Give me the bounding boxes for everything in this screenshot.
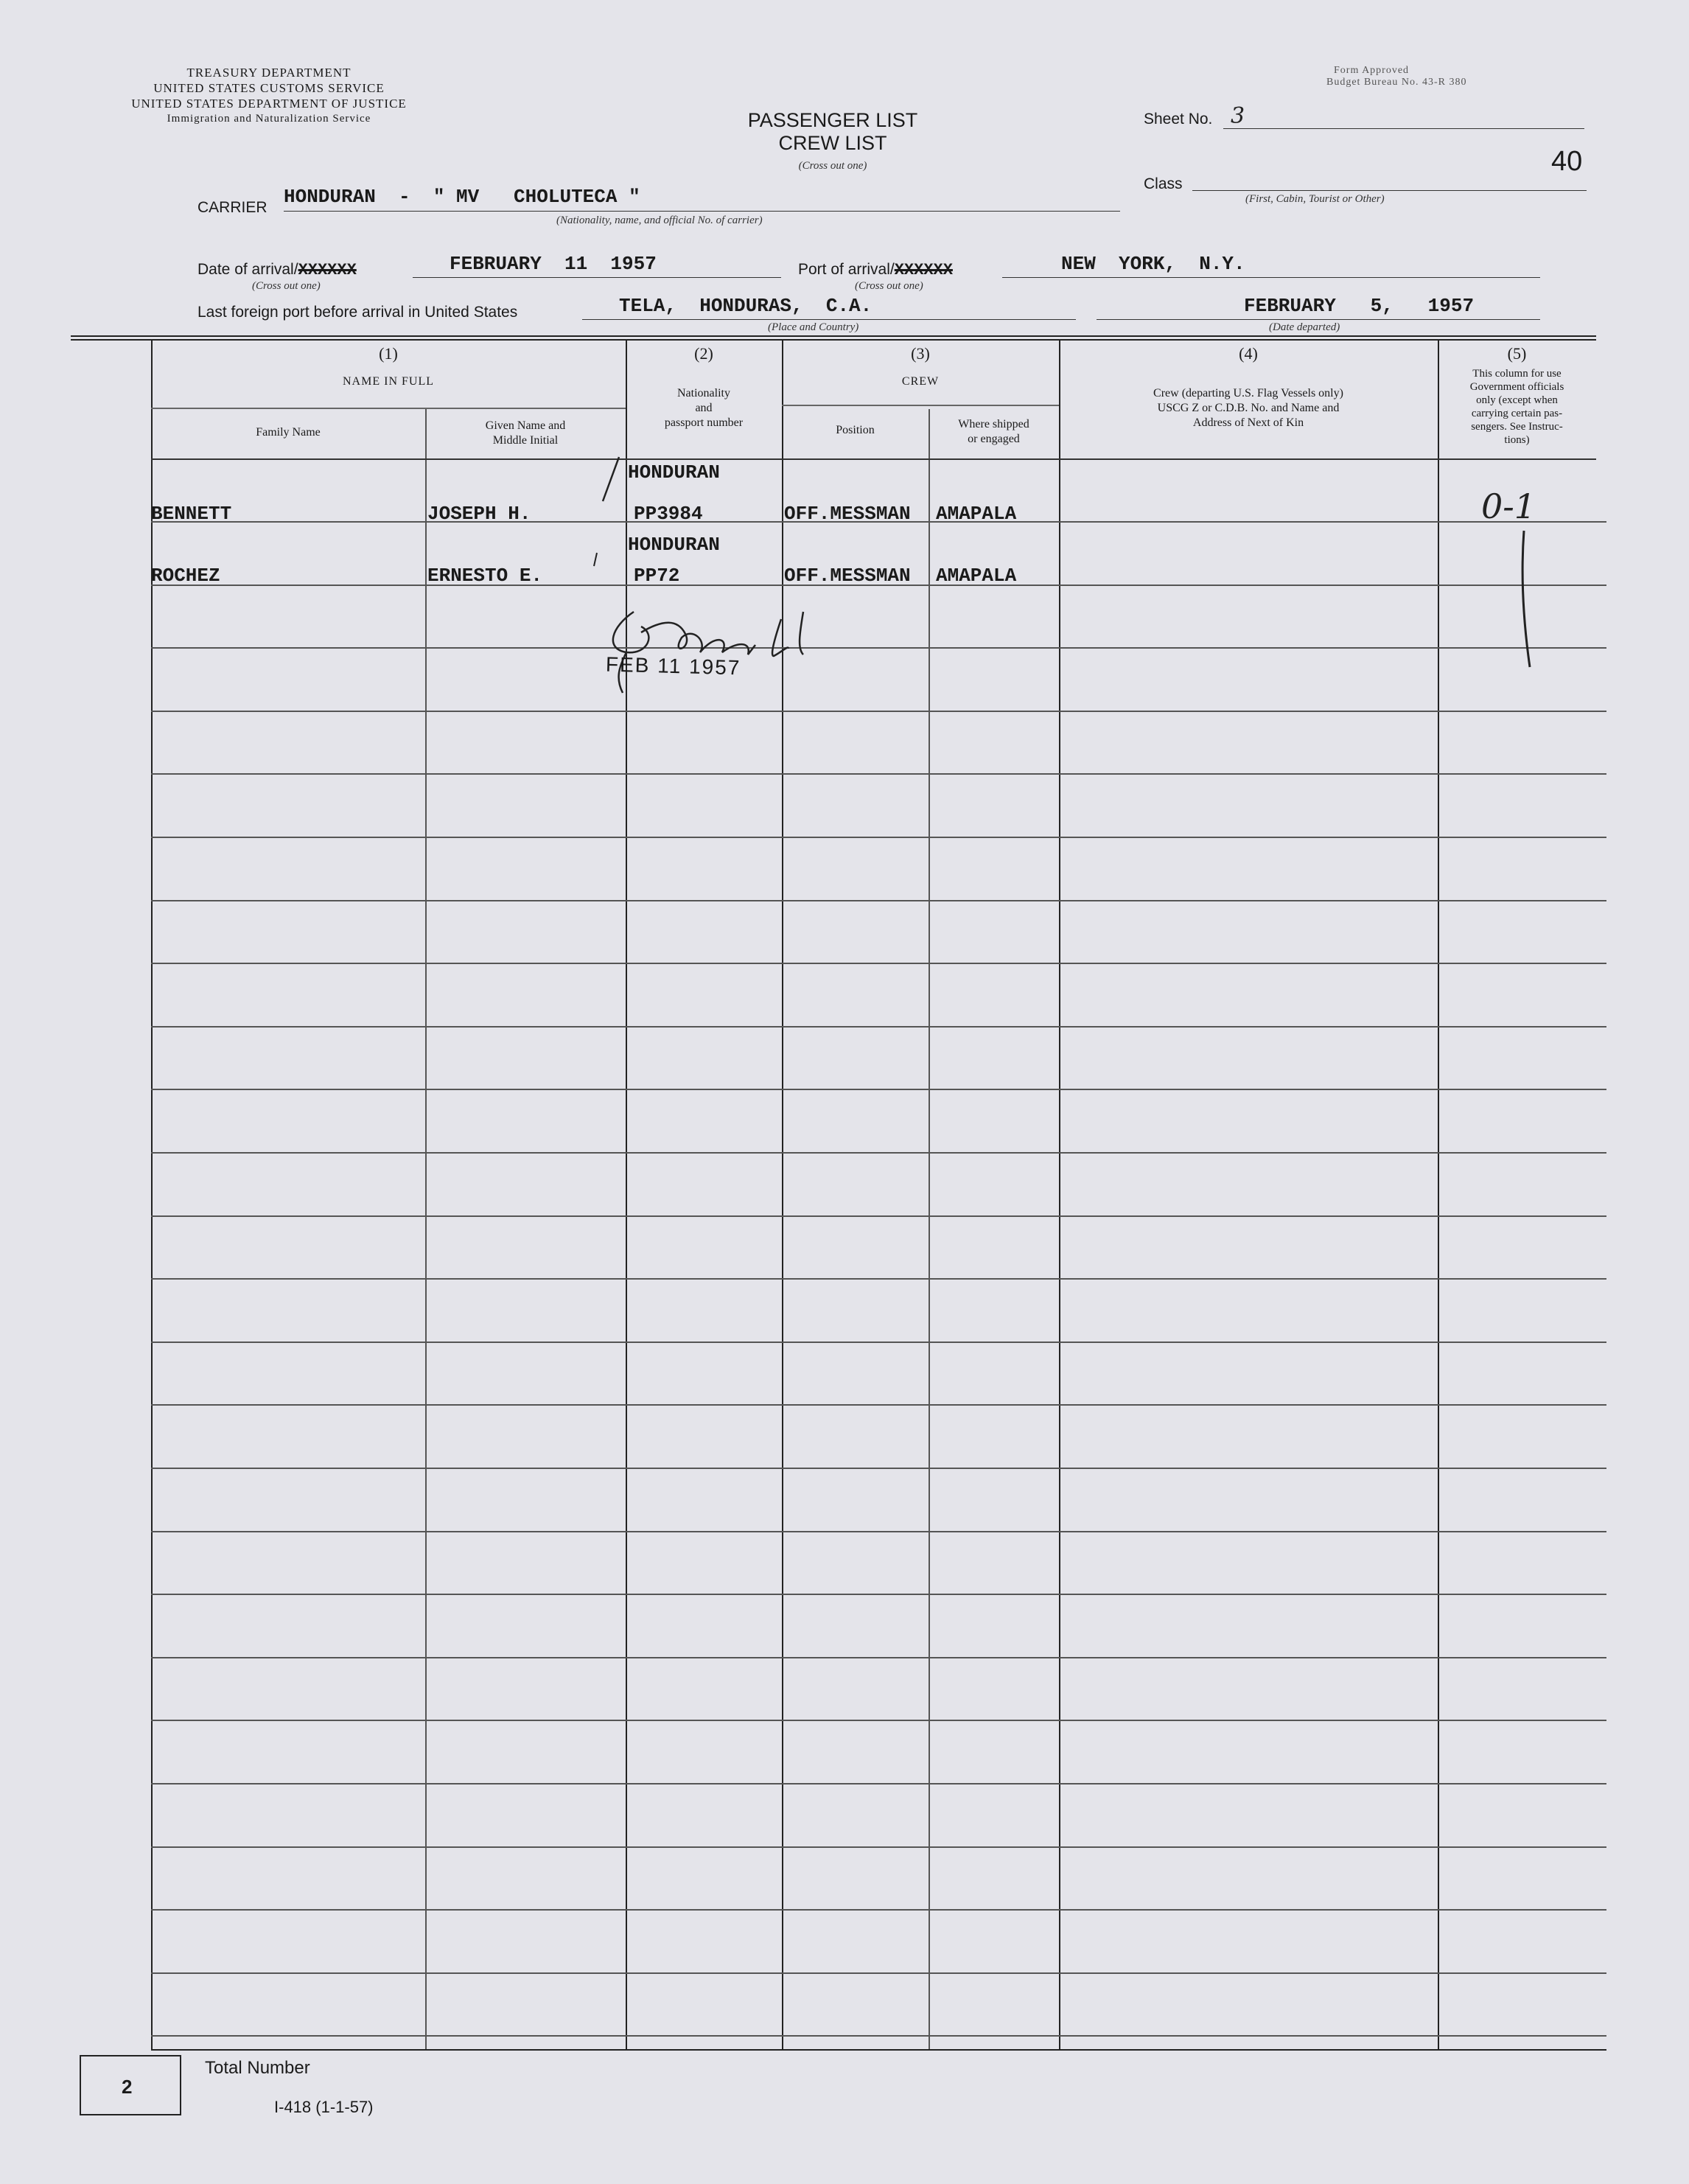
row-rule [151,711,1606,712]
title-hint: (Cross out one) [798,160,867,172]
col4-line-3: Address of Next of Kin [1192,416,1304,429]
carrier-value: HONDURAN - " MV CHOLUTECA " [284,186,1120,212]
agency-line-1: TREASURY DEPARTMENT [186,66,352,80]
col5-line-4: carrying certain pas- [1471,408,1563,419]
row-rule [151,1594,1606,1595]
col2-number: (2) [694,344,713,363]
carrier-label: CARRIER [197,199,267,216]
date-of-arrival-value: FEBRUARY 11 1957 [413,253,781,278]
class-label: Class [1144,175,1183,192]
col-line-3a [929,409,930,2049]
col1b-line-2: Middle Initial [492,434,559,447]
sheet-field [1223,103,1584,129]
col-line-1a [425,409,427,2049]
carrier-hint: (Nationality, name, and official No. of carrier) [556,214,763,226]
col5-number: (5) [1507,344,1527,363]
total-number-label: Total Number [205,2058,310,2078]
row-rule [151,1152,1606,1154]
page-number: 40 [1551,146,1583,177]
budget-bureau-number: Budget Bureau No. 43-R 380 [1326,77,1467,88]
port-of-arrival-hint: (Cross out one) [855,280,923,292]
form-id: I-418 (1-1-57) [274,2098,374,2116]
col5-line-2: Government officials [1469,381,1564,393]
agency-line-4: Immigration and Naturalization Service [167,113,371,125]
col3-header-divider [782,405,1059,406]
col-line-2 [782,339,783,2049]
col5-line-3: only (except when [1476,394,1558,406]
table-top-rule-1 [71,335,1596,337]
date-of-arrival-struck: XXXXXX [298,261,357,279]
agency-line-3: UNITED STATES DEPARTMENT OF JUSTICE [131,97,407,111]
row-1-given-name: JOSEPH H. [427,503,531,525]
last-port-date-hint: (Date departed) [1269,321,1340,333]
col-line-0 [151,339,153,2049]
col-line-4 [1438,339,1439,2049]
last-port-label: Last foreign port before arrival in United States [197,304,518,321]
last-port-value: TELA, HONDURAS, C.A. [582,295,1076,320]
official-mark-stroke [1511,527,1540,674]
col-line-1 [626,339,627,2049]
check-marks [590,450,648,590]
class-field [1192,171,1587,191]
col1a-family-name: Family Name [256,426,321,439]
port-of-arrival-value: NEW YORK, N.Y. [1002,253,1540,278]
row-rule [151,1468,1606,1469]
row-1-position: OFF.MESSMAN [784,503,911,525]
col5-line-1: This column for use [1472,368,1562,380]
total-number-value: 2 [122,2076,133,2098]
row-rule [151,1089,1606,1090]
col5-title [1438,367,1596,447]
col2-line-3: passport number [664,416,744,429]
last-port-hint: (Place and Country) [768,321,859,333]
sheet-number: 3 [1231,103,1245,129]
col1-header-divider [151,408,626,409]
row-rule [151,1404,1606,1406]
col4-line-2: USCG Z or C.D.B. No. and Name and [1157,402,1340,414]
col5-line-5: sengers. See Instruc- [1471,421,1563,433]
col1b-given-name [425,419,626,448]
row-rule [151,837,1606,838]
class-hint: (First, Cabin, Tourist or Other) [1245,193,1385,205]
row-rule [151,1342,1606,1343]
row-2-nationality: HONDURAN [628,534,720,556]
row-rule [151,1278,1606,1280]
list-title [685,109,980,178]
row-rule [151,1972,1606,1974]
row-2-where-shipped: AMAPALA [936,565,1017,587]
port-of-arrival-struck: XXXXXX [894,261,953,279]
date-of-arrival-label [197,261,357,279]
row-rule [151,1215,1606,1217]
passenger-list-title: PASSENGER LIST [747,109,918,131]
arrival-stamp-date: FEB 11 1957 [605,652,741,680]
form-approved-text: Form Approved [1334,65,1410,76]
row-rule [151,647,1606,649]
row-rule [151,2035,1606,2037]
official-mark: 0-1 [1481,486,1536,526]
col1b-line-1: Given Name and [485,419,566,432]
row-1-nationality: HONDURAN [628,461,720,484]
total-number-box [80,2055,181,2115]
table-top-rule-2 [71,339,1596,341]
col3-title: CREW [901,375,940,388]
inspector-signature [590,597,840,708]
sheet-label: Sheet No. [1144,111,1213,128]
row-1-passport: PP3984 [634,503,703,525]
col4-number: (4) [1239,344,1258,363]
col3b-line-1: Where shipped [958,418,1029,430]
row-rule [151,1783,1606,1784]
col-line-3 [1059,339,1060,2049]
date-of-arrival-hint: (Cross out one) [252,280,321,292]
row-1-where-shipped: AMAPALA [936,503,1017,525]
col3b-line-2: or engaged [968,433,1020,445]
col5-line-6: tions) [1504,434,1530,446]
col3-number: (3) [911,344,930,363]
col2-line-2: and [695,402,713,414]
crew-list-title: CREW LIST [778,132,887,154]
form-approval [1326,65,1518,88]
row-2-family-name: ROCHEZ [151,565,220,587]
header-bottom-rule [151,458,1596,460]
col3b-where-shipped [929,417,1059,447]
row-rule [151,1909,1606,1911]
row-rule [151,1657,1606,1658]
port-of-arrival-text: Port of arrival/ [798,261,895,278]
row-1-family-name: BENNETT [151,503,232,525]
col4-title [1059,386,1438,430]
row-rule [151,773,1606,775]
col3a-position: Position [836,424,875,436]
row-rule [151,1720,1606,1721]
row-2-passport: PP72 [634,565,680,587]
last-port-date-value: FEBRUARY 5, 1957 [1097,295,1540,320]
row-2-position: OFF.MESSMAN [784,565,911,587]
row-2-given-name: ERNESTO E. [427,565,543,587]
row-rule [151,1026,1606,1028]
col2-title [626,386,782,430]
row-rule [151,1846,1606,1848]
port-of-arrival-label [798,261,953,279]
row-rule [151,900,1606,901]
agency-block [88,65,450,127]
col1-title: NAME IN FULL [343,375,434,388]
date-of-arrival-text: Date of arrival/ [197,261,298,278]
col2-line-1: Nationality [677,387,730,400]
row-rule [151,963,1606,964]
row-rule [151,1531,1606,1532]
agency-line-2: UNITED STATES CUSTOMS SERVICE [153,81,385,95]
col4-line-1: Crew (departing U.S. Flag Vessels only) [1153,387,1343,400]
table-bottom-rule [151,2049,1606,2051]
col1-number: (1) [379,344,398,363]
